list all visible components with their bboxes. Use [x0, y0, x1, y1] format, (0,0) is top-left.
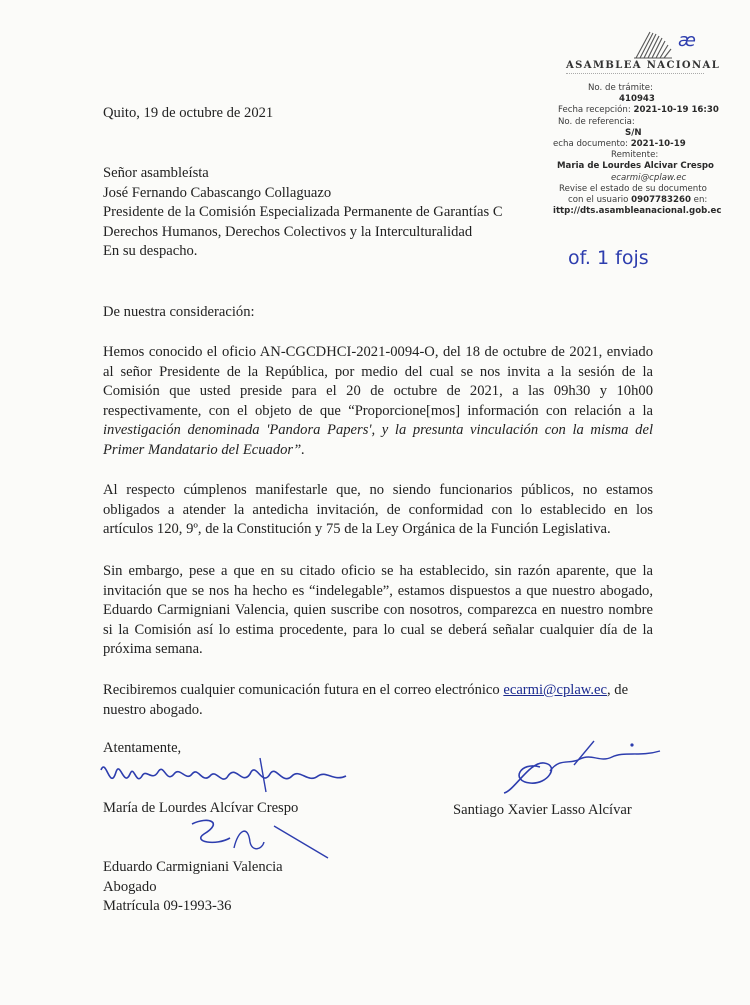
paragraph-3 [103, 562, 653, 660]
signer-3-registration: Matrícula 09-1993-36 [103, 898, 232, 914]
signer-3-name: Eduardo Carmigniani Valencia [103, 859, 283, 875]
p4-line1 [103, 681, 663, 701]
signature-2-icon [500, 737, 670, 797]
remitente-value: Maria de Lourdes Alcivar Crespo [557, 161, 714, 172]
paragraph-2 [103, 481, 653, 540]
revise-url[interactable]: ittp://dts.asambleanacional.gob.ec [553, 206, 722, 217]
recipient-line2: José Fernando Cabascango Collaguazo [103, 184, 332, 201]
paragraph-4 [103, 681, 663, 720]
revise-line1: Revise el estado de su documento [559, 183, 707, 194]
revise-suffix: en: [693, 195, 708, 206]
handwritten-note: of. 1 fojs [568, 247, 649, 269]
fecha-recepcion-value: 2021-10-19 16:30 [633, 105, 719, 116]
recipient-block [103, 164, 573, 262]
closing: Atentamente, [103, 740, 182, 756]
p3-line: Sin embargo, pese a que en su citado oficio se ha establecido, sin razón aparente, que la [103, 563, 653, 579]
p2-line: artículos 120, 9º, de la Constitución y 75 de la Ley Orgánica de la Función Legislativa. [103, 521, 611, 537]
institution-name: ASAMBLEA NACIONAL [566, 60, 721, 71]
p1-line: Primer Mandatario del Ecuador”. [103, 441, 305, 458]
referencia-label: No. de referencia: [558, 116, 635, 127]
logo-divider [566, 73, 704, 74]
p1-line: investigación denominada 'Pandora Papers', y la presunta vinculación con la misma del [103, 422, 653, 438]
remitente-email: ecarmi@cplaw.ec [611, 172, 687, 183]
fecha-documento [553, 139, 743, 150]
signer-3-title: Abogado [103, 878, 157, 895]
fecha-recepcion-label: Fecha recepción: [558, 105, 631, 116]
p3-line: Eduardo Carmigniani Valencia, quien suscribe con nosotros, comparezca en nuestro nombre [103, 602, 653, 618]
revise-prefix: con el usuario [568, 195, 629, 206]
recipient-line5: En su despacho. [103, 243, 198, 259]
email-link[interactable]: ecarmi@cplaw.ec [503, 682, 607, 698]
recipient-line4: Derechos Humanos, Derechos Colectivos y la Interculturalidad [103, 223, 473, 240]
fecha-recepcion [553, 105, 743, 116]
p4-prefix: Recibiremos cualquier comunicación futura en el correo electrónico [103, 682, 500, 698]
place-date: Quito, 19 de octubre de 2021 [103, 105, 274, 121]
referencia-value: S/N [625, 127, 642, 138]
signer-1-name: María de Lourdes Alcívar Crespo [103, 800, 299, 816]
recipient-line1: Señor asambleísta [103, 165, 209, 181]
p4-line2: nuestro abogado. [103, 701, 203, 718]
p2-line: obligados a atender la antedicha invitación, de conformidad con lo establecido en los [103, 501, 653, 518]
tramite-label: No. de trámite: [588, 83, 653, 93]
salutation: De nuestra consideración: [103, 304, 255, 320]
fecha-documento-label: echa documento: [553, 139, 628, 150]
handwritten-mark: æ [678, 30, 696, 51]
signature-3-icon [178, 812, 338, 862]
revise-line2 [553, 195, 743, 206]
asamblea-logo-icon [628, 30, 678, 60]
recipient-line3: Presidente de la Comisión Especializada Permanente de Garantías C [103, 204, 503, 220]
signer-3-block [103, 858, 283, 917]
p2-line: Al respecto cúmplenos manifestarle que, no siendo funcionarios públicos, no estamos [103, 482, 653, 498]
p3-line: si la Comisión así lo estima procedente, para lo cual se deberá señalar cualquier día de la [103, 621, 653, 638]
p3-line: próxima semana. [103, 641, 203, 657]
signer-2-name: Santiago Xavier Lasso Alcívar [453, 802, 632, 818]
p3-line: invitación que se nos ha hecho es “indelegable”, estamos dispuestos a que nuestro abogado, [103, 582, 653, 599]
p1-line: respectivamente, con el objeto de que “Proporcione[mos] información con relación a la [103, 402, 653, 419]
p4-suffix: , de [607, 682, 629, 698]
p1-line: al señor Presidente de la República, por medio del cual se nos invita a la sesión de la [103, 363, 653, 380]
p1-line: Comisión que usted preside para el 20 de octubre de 2021, a las 09h30 y 10h00 [103, 383, 653, 399]
remitente-label: Remitente: [611, 150, 659, 161]
signature-1-icon [96, 752, 356, 802]
tramite-value: 410943 [619, 94, 655, 105]
fecha-documento-value: 2021-10-19 [630, 139, 686, 150]
paragraph-1 [103, 343, 653, 460]
p1-line: Hemos conocido el oficio AN-CGCDHCI-2021-0094-O, del 18 de octubre de 2021, enviado [103, 344, 653, 360]
revise-user: 0907783260 [631, 195, 691, 206]
